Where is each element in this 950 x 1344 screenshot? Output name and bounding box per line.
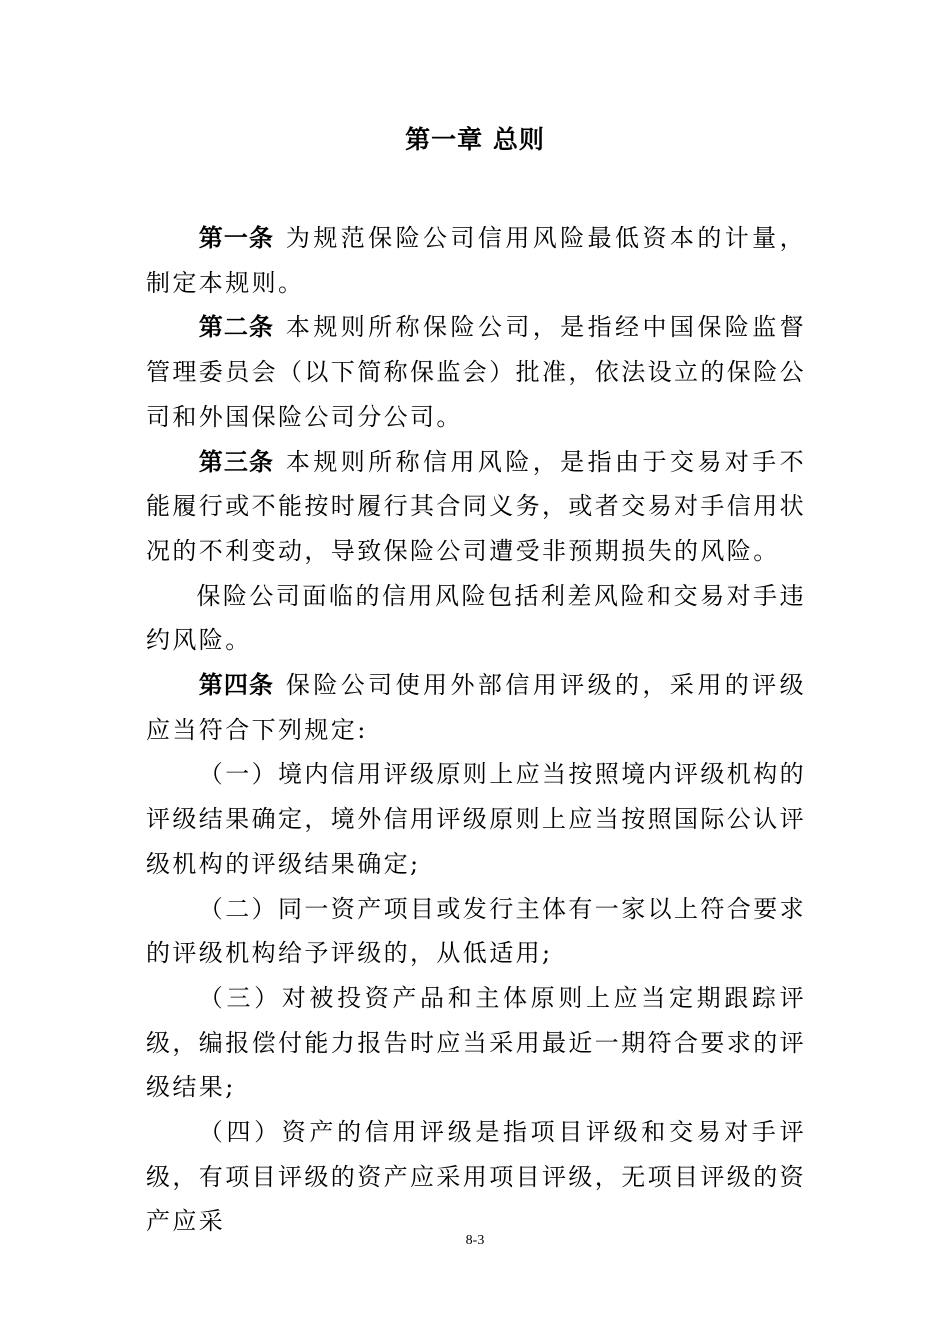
paragraph bbox=[146, 574, 806, 663]
article-text: 本规则所称信用风险，是指由于交易对手不能履行或不能按时履行其合同义务，或者交易对手信用状况的不利变动，导致保险公司遭受非预期损失的风险。 bbox=[146, 447, 806, 565]
article-text: 本规则所称保险公司，是指经中国保险监督管理委员会（以下简称保监会）批准，依法设立的保险公司和外国保险公司分公司。 bbox=[146, 313, 806, 431]
clause-3 bbox=[146, 976, 806, 1110]
clause-2 bbox=[146, 887, 806, 976]
article-text: 保险公司使用外部信用评级的，采用的评级应当符合下列规定: bbox=[146, 671, 806, 744]
chapter-title: 第一章 总则 bbox=[405, 125, 545, 154]
article-text: 为规范保险公司信用风险最低资本的计量，制定本规则。 bbox=[146, 224, 806, 297]
clause-1 bbox=[146, 752, 806, 886]
clause-text: （二）同一资产项目或发行主体有一家以上符合要求的评级机构给予评级的，从低适用; bbox=[146, 894, 806, 968]
article-3 bbox=[146, 440, 806, 574]
page-number: 8-3 bbox=[465, 1233, 485, 1248]
article-label: 第二条 bbox=[198, 313, 274, 342]
clause-4 bbox=[146, 1110, 806, 1244]
article-label: 第三条 bbox=[198, 447, 274, 476]
article-label: 第一条 bbox=[198, 224, 274, 252]
article-1 bbox=[146, 216, 806, 305]
clause-text: （一）境内信用评级原则上应当按照境内评级机构的评级结果确定，境外信用评级原则上应当按照国际公认评级机构的评级结果确定; bbox=[146, 760, 806, 878]
article-label: 第四条 bbox=[198, 671, 274, 700]
clause-text: （四）资产的信用评级是指项目评级和交易对手评级，有项目评级的资产应采用项目评级，无项目评级的资产应采 bbox=[146, 1118, 806, 1236]
article-2 bbox=[146, 305, 806, 439]
article-4 bbox=[146, 663, 806, 752]
paragraph-text: 保险公司面临的信用风险包括利差风险和交易对手违约风险。 bbox=[146, 581, 806, 655]
body-text bbox=[146, 216, 806, 1244]
clause-text: （三）对被投资产品和主体原则上应当定期跟踪评级，编报偿付能力报告时应当采用最近一期符合要求的评级结果; bbox=[146, 983, 806, 1102]
